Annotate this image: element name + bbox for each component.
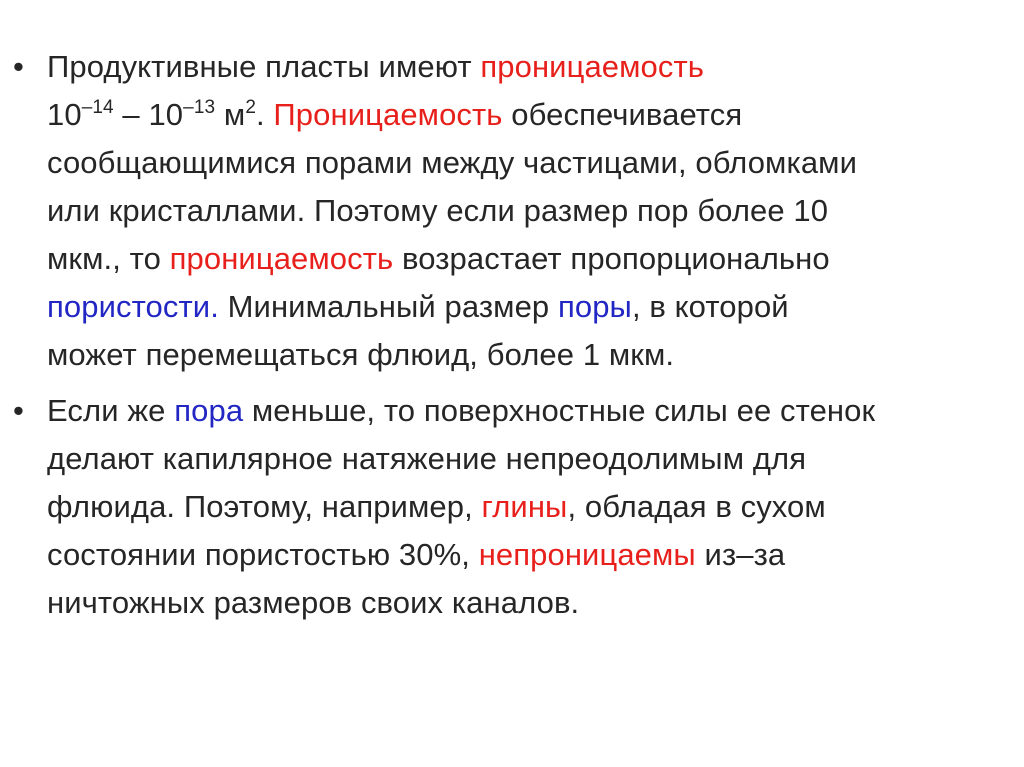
text-line [47, 579, 1014, 627]
highlight-term-blue: пористости. [47, 289, 219, 324]
highlight-term-red: проницаемость [480, 49, 705, 84]
highlight-term-red: непроницаемы [478, 537, 696, 572]
bullet-paragraph-2 [0, 387, 1024, 627]
text-line [47, 139, 1014, 187]
superscript-text: –14 [81, 97, 114, 118]
bullet-paragraph-1 [0, 43, 1024, 379]
text-run: Минимальный размер [218, 289, 558, 324]
text-run: Продуктивные пласты имеют [47, 49, 481, 84]
superscript-text: –13 [183, 97, 216, 118]
text-line [47, 91, 1014, 139]
text-line [47, 331, 1014, 379]
highlight-term-blue: пора [174, 393, 244, 428]
bullet-marker: • [13, 393, 24, 428]
text-run: из–за [695, 537, 786, 572]
text-run: делают капилярное натяжение непреодолимым для [47, 441, 807, 476]
text-line [47, 387, 1014, 435]
text-line [47, 531, 1014, 579]
text-run: обеспечивается [502, 97, 743, 132]
highlight-term-red: глины [481, 489, 568, 524]
text-run: флюида. Поэтому, например, [47, 489, 482, 524]
highlight-term-red: Проницаемость [273, 97, 503, 132]
text-run: возрастает пропорционально [393, 241, 830, 276]
bullet-marker: • [13, 49, 24, 84]
bullet-list [0, 43, 1024, 627]
text-run: состоянии пористостью 30%, [47, 537, 479, 572]
text-run: мкм., то [47, 241, 170, 276]
highlight-term-blue: поры [557, 289, 632, 324]
text-run: Если же [47, 393, 175, 428]
text-run: меньше, то поверхностные силы ее стенок [243, 393, 876, 428]
text-run: 10 [47, 97, 82, 132]
text-line [47, 235, 1014, 283]
text-run: . [255, 97, 274, 132]
text-run: может перемещаться флюид, более 1 мкм. [47, 337, 675, 372]
text-line [47, 483, 1014, 531]
text-run: , в которой [631, 289, 789, 324]
text-run: или кристаллами. Поэтому если размер пор более 10 [47, 193, 829, 228]
text-run: ничтожных размеров своих каналов. [47, 585, 580, 620]
text-run: сообщающимися порами между частицами, обломками [47, 145, 857, 180]
text-line [47, 283, 1014, 331]
text-run: – 10 [113, 97, 184, 132]
text-line [47, 187, 1014, 235]
text-line [47, 43, 1014, 91]
superscript-text: 2 [245, 97, 256, 118]
text-run: , обладая в сухом [567, 489, 826, 524]
highlight-term-red: проницаемость [169, 241, 394, 276]
text-run: м [215, 97, 246, 132]
text-line [47, 435, 1014, 483]
